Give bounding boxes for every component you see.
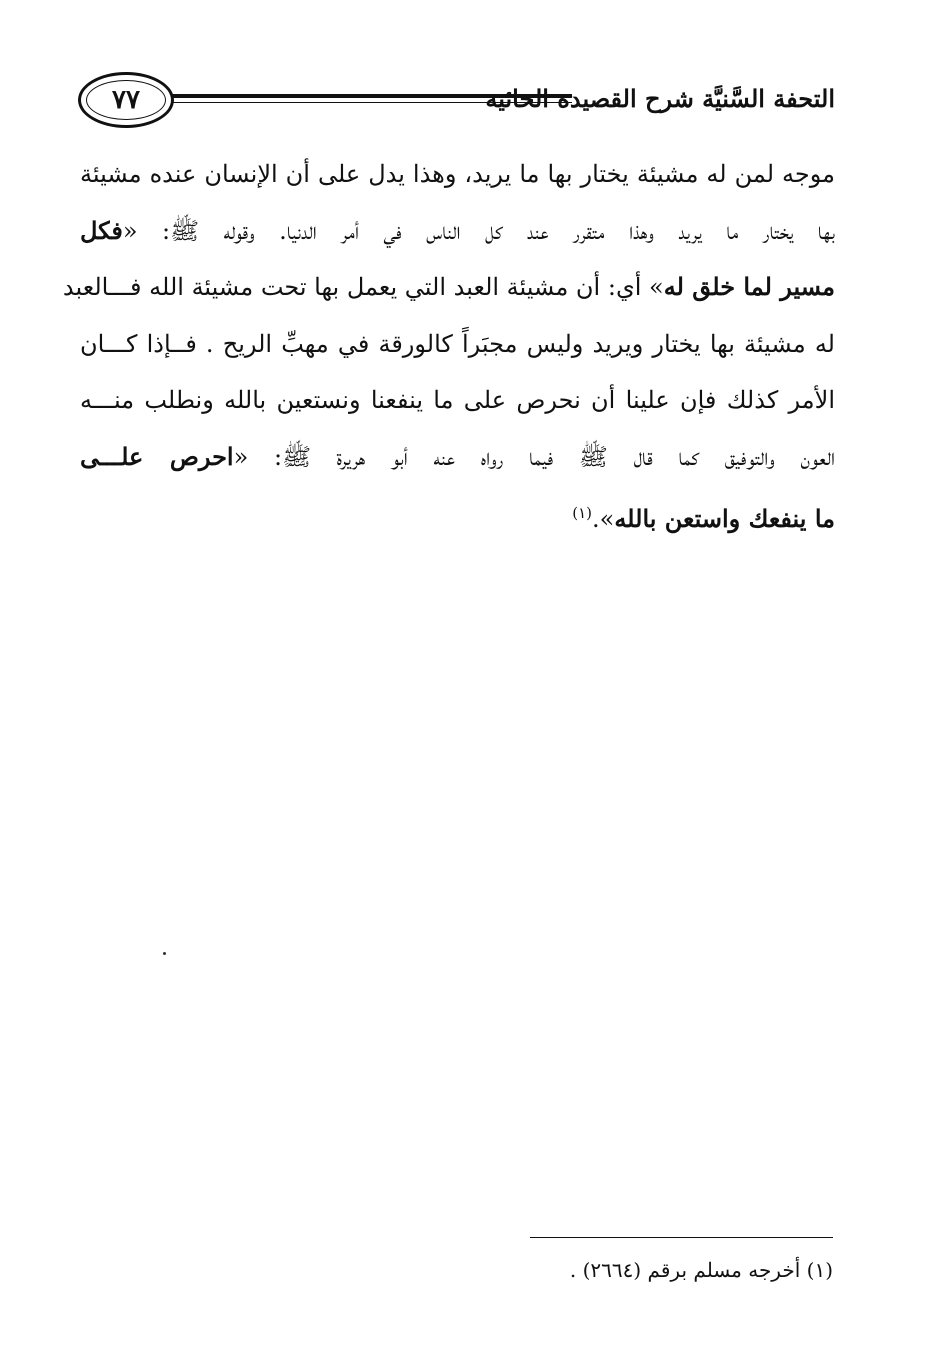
hadith-quote-bold: فكل [80, 215, 123, 245]
body-line-6 [80, 429, 835, 486]
body-line-3-text: » أي: أن مشيئة العبد التي يعمل بها تحت مشيئة الله فـــالعبد [62, 273, 664, 301]
body-line-5: الأمر كذلك فإن علينا أن نحرص على ما ينفعنا ونستعين بالله ونطلب منـــه [80, 386, 835, 414]
body-line-7 [80, 485, 835, 548]
stray-dot [163, 952, 166, 955]
page-number-oval [78, 72, 174, 128]
body-line-3 [62, 259, 835, 316]
page-header [78, 72, 835, 132]
running-title: التحفة السَّنيَّة شرح القصيدة الحائية [485, 84, 835, 113]
footnote-rule [530, 1237, 833, 1238]
hadith-quote-bold: مسير لما خلق له [663, 272, 835, 301]
body-text [62, 146, 835, 548]
body-line-6-text: العون والتوفيق كما قال ﷺ فيما رواه عنه أبو هريرة ﷺ: « [233, 442, 835, 471]
body-line-2-text: بها يختار ما يريد وهذا متقرر عند كل الناس في أمر الدنيا. وقوله ﷺ: « [122, 216, 835, 245]
hadith-quote-bold: ما ينفعك واستعن بالله [614, 504, 835, 533]
page-number: ٧٧ [112, 85, 140, 115]
hadith-quote-bold: احرص علـــى [80, 441, 234, 471]
body-line-7-text: ». [592, 505, 615, 533]
body-line-4: له مشيئة بها يختار ويريد وليس مجبَراً كالورقة في مهبِّ الريح . فــإذا كـــان [80, 329, 835, 358]
footnote-marker[interactable]: (١) [572, 504, 592, 522]
body-line-2 [80, 203, 835, 260]
footnote: (١) أخرجه مسلم برقم (٢٦٦٤) . [569, 1258, 833, 1282]
body-line-1: موجه لمن له مشيئة يختار بها ما يريد، وهذا يدل على أن الإنسان عنده مشيئة [80, 160, 835, 188]
